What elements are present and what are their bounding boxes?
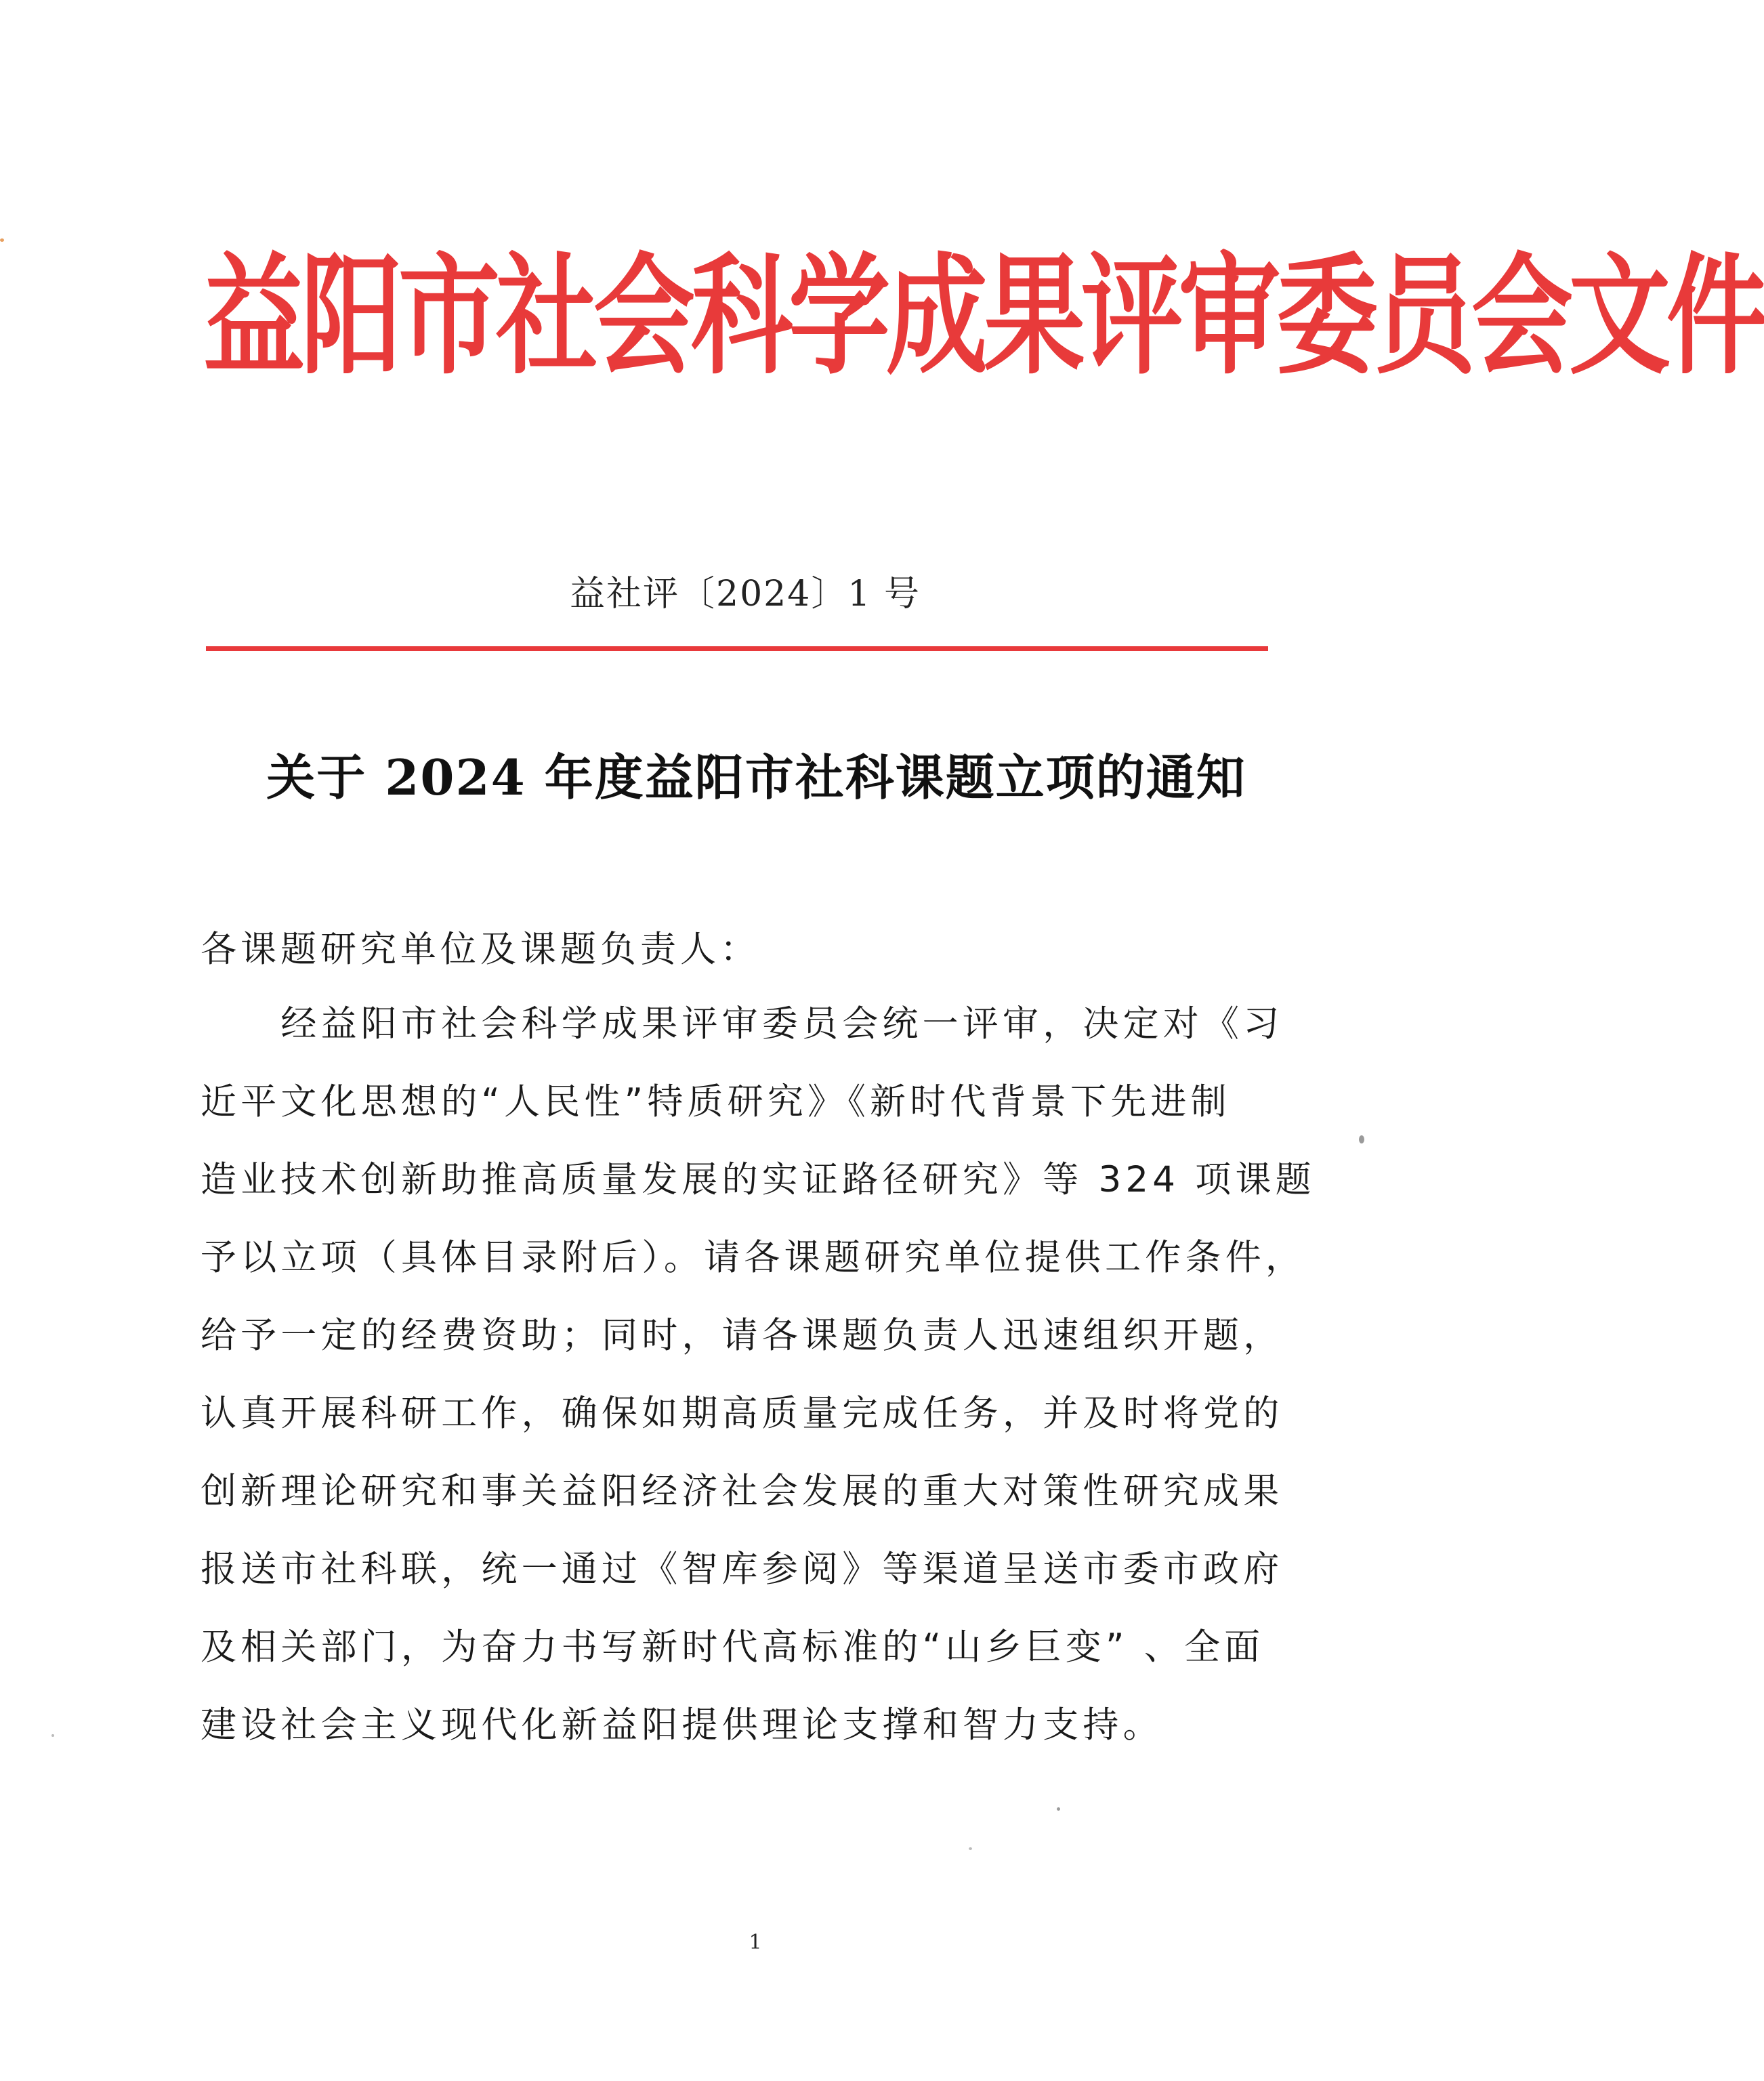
page-number: 1 xyxy=(749,1931,762,1954)
body-line: 经益阳市社会科学成果评审委员会统一评审，决定对《习 xyxy=(201,1003,1284,1045)
body-line: 创新理论研究和事关益阳经济社会发展的重大对策性研究成果 xyxy=(201,1471,1284,1512)
body-line: 认真开展科研工作，确保如期高质量完成任务，并及时将党的 xyxy=(201,1393,1284,1434)
issuing-authority-header: 益阳市社会科学成果评审委员会文件 xyxy=(203,241,1764,393)
notice-title: 关于 2024 年度益阳市社科课题立项的通知 xyxy=(266,749,1246,806)
salutation: 各课题研究单位及课题负责人： xyxy=(201,929,760,970)
body-line: 及相关部门，为奋力书写新时代高标准的“山乡巨变” 、全面 xyxy=(201,1626,1265,1668)
body-paragraph xyxy=(201,1000,1316,1779)
body-line: 报送市社科联，统一通过《智库参阅》等渠道呈送市委市政府 xyxy=(201,1549,1284,1590)
scan-speck xyxy=(0,238,4,242)
body-line: 建设社会主义现代化新益阳提供理论支撑和智力支持。 xyxy=(201,1704,1163,1746)
red-divider-line xyxy=(206,646,1268,651)
body-line: 造业技术创新助推高质量发展的实证路径研究》等 324 项课题 xyxy=(201,1159,1316,1200)
scan-speck xyxy=(51,1734,54,1737)
body-line: 给予一定的经费资助；同时，请各课题负责人迅速组织开题， xyxy=(201,1315,1284,1356)
scan-speck xyxy=(1057,1807,1060,1811)
body-line: 近平文化思想的“人民性”特质研究》《新时代背景下先进制 xyxy=(201,1081,1231,1122)
body-line: 予以立项（具体目录附后）。请各课题研究单位提供工作条件， xyxy=(201,1237,1306,1278)
scan-speck xyxy=(969,1847,972,1850)
scan-speck xyxy=(1359,1135,1364,1143)
document-number: 益社评〔2024〕1 号 xyxy=(570,574,921,614)
